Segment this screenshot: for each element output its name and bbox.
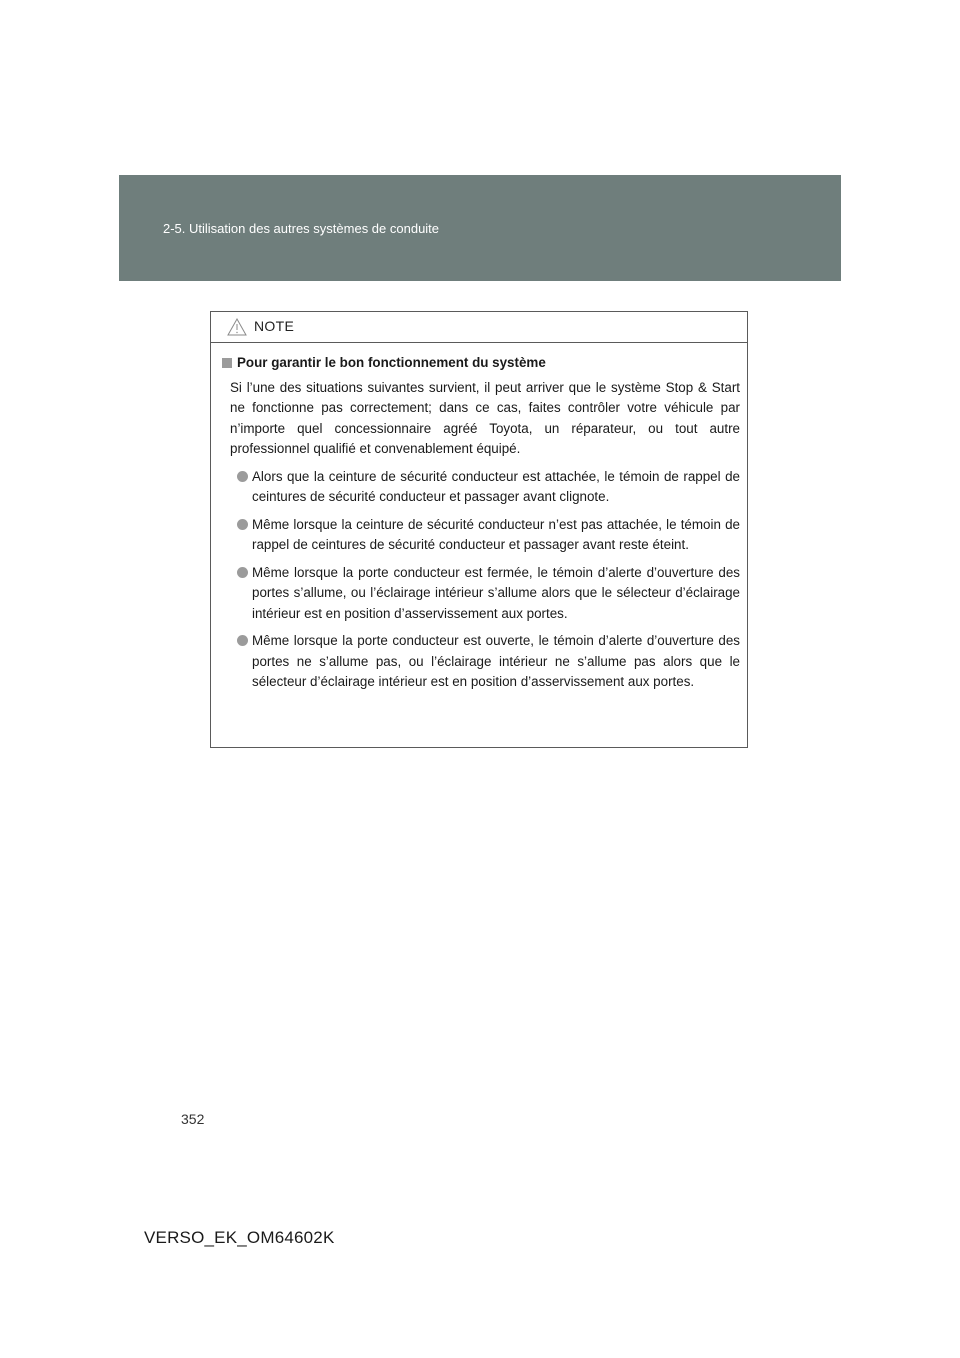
list-item-text: Même lorsque la porte conducteur est fermée, le témoin d’alerte d’ouverture des portes s’allume, ou l’éclairage intérieur s’allume alors que le sélecteur d’éclairage intérieur est en position d’asservissement aux portes. (252, 564, 740, 621)
note-section-heading (222, 353, 740, 374)
list-item (222, 631, 740, 693)
circle-bullet-icon (237, 471, 248, 482)
list-item (222, 515, 740, 556)
page-number: 352 (181, 1111, 205, 1127)
list-item-text: Alors que la ceinture de sécurité conducteur est attachée, le témoin de rappel de ceintures de sécurité conducteur et passager avant clignote. (252, 468, 740, 504)
section-title: 2-5. Utilisation des autres systèmes de conduite (163, 221, 440, 236)
list-item (222, 563, 740, 625)
warning-triangle-icon (227, 318, 247, 336)
note-section-heading-text: Pour garantir le bon fonctionnement du système (237, 355, 546, 370)
document-code: VERSO_EK_OM64602K (144, 1228, 335, 1247)
note-label: NOTE (254, 318, 295, 334)
circle-bullet-icon (237, 635, 248, 646)
list-item (222, 467, 740, 508)
list-item-text: Même lorsque la porte conducteur est ouverte, le témoin d’alerte d’ouverture des portes ne s’allume pas, ou l’éclairage intérieur ne s’allume pas alors que le sélecteur d’éclairage intérieur est en position d’asservissement aux portes. (252, 633, 740, 689)
section-header-band (119, 175, 841, 281)
note-header (211, 312, 747, 343)
circle-bullet-icon (237, 519, 248, 530)
note-body (211, 343, 747, 693)
circle-bullet-icon (237, 567, 248, 578)
list-item-text: Même lorsque la ceinture de sécurité conducteur n’est pas attachée, le témoin de rappel de ceintures de sécurité conducteur et passager avant reste éteint. (252, 516, 740, 552)
note-box (210, 311, 748, 748)
note-intro-paragraph: Si l’une des situations suivantes survient, il peut arriver que le système Stop & Start ne fonctionne pas correctement; dans ce cas, faites contrôler votre véhicule par n’importe quel concessionnaire agréé Toyota, un réparateur, ou tout autre professionnel qualifié et convenablement équipé. (230, 379, 740, 456)
square-bullet-icon (222, 358, 232, 368)
